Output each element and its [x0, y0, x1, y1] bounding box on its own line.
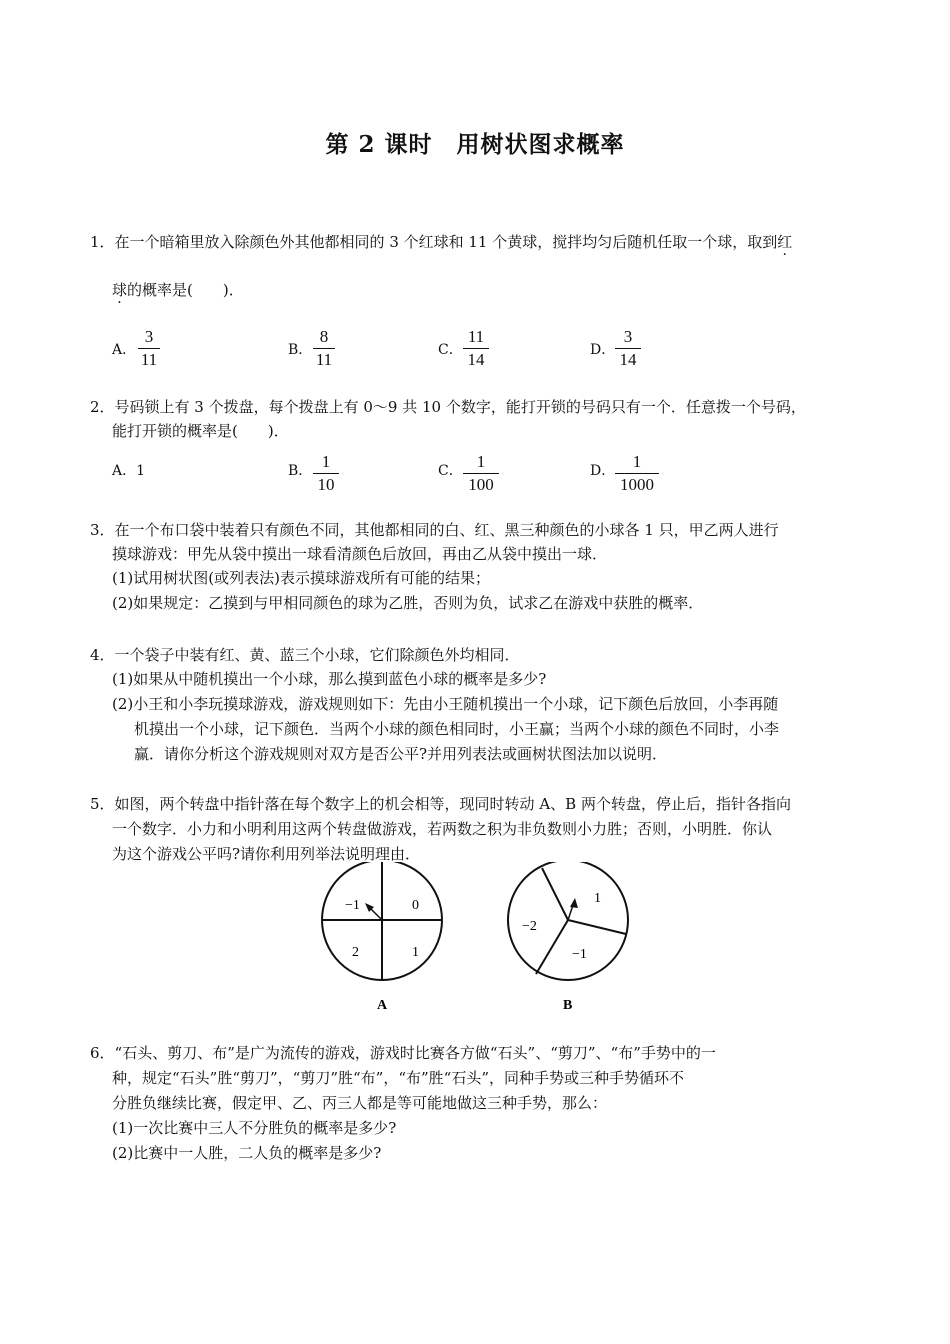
q2-option-b-label: B． — [288, 463, 313, 479]
spinner-b-label: B — [563, 998, 573, 1013]
q1-line2: 球的概率是( )． — [112, 281, 244, 299]
q2-option-c-label: C． — [438, 463, 463, 479]
q2-line2: 能打开锁的概率是( )． — [112, 422, 289, 440]
q1-option-c-fraction: 11 14 — [463, 327, 489, 370]
q3-sub1: (1)试用树状图(或列表法)表示摸球游戏所有可能的结果； — [112, 569, 490, 587]
q2-line1: 2．号码锁上有 3 个拨盘，每个拨盘上有 0～9 共 10 个数字，能打开锁的号码只有一个．任意拨一个号码， — [90, 398, 806, 416]
spinner-b-sector-2: −2 — [522, 919, 537, 934]
q1-option-b-label: B． — [288, 342, 313, 358]
q2-option-d-fraction: 1 1000 — [615, 452, 659, 495]
spinner-a-label: A — [377, 998, 388, 1013]
q4-sub2-line3: 赢．请你分析这个游戏规则对双方是否公平?并用列表法或画树状图法加以说明． — [134, 745, 668, 763]
q6-sub2: (2)比赛中一人胜，二人负的概率是多少? — [112, 1144, 382, 1162]
spinner-a-sector-4: 1 — [412, 945, 419, 960]
q6-line1: 6．“石头、剪刀、布”是广为流传的游戏，游戏时比赛各方做“石头”、“剪刀”、“布”手势中的一 — [90, 1044, 716, 1062]
spinner-a-sector-2: 0 — [412, 898, 419, 913]
spinner-figure — [310, 862, 650, 1022]
spinner-a — [322, 862, 442, 1013]
q4-sub2-line2: 机摸出一个小球，记下颜色．当两个小球的颜色相同时，小王赢；当两个小球的颜色不同时，小李 — [134, 720, 780, 738]
q1-option-a-fraction: 3 11 — [138, 327, 160, 370]
q1-option-b-fraction: 8 11 — [313, 327, 335, 370]
spinner-b-sector-3: −1 — [572, 947, 587, 962]
q2-option-a: A．1 — [112, 463, 146, 479]
q4-sub2-line1: (2)小王和小李玩摸球游戏，游戏规则如下：先由小王随机摸出一个小球，记下颜色后放回，小李再随 — [112, 695, 779, 713]
page-title: 第 2 课时 用树状图求概率 — [325, 131, 625, 158]
q3-line1: 3．在一个布口袋中装着只有颜色不同，其他都相同的白、红、黑三种颜色的小球各 1 只，甲乙两人进行 — [90, 521, 779, 539]
spinner-a-sector-1: −1 — [345, 898, 360, 913]
q4-sub1: (1)如果从中随机摸出一个小球，那么摸到蓝色小球的概率是多少? — [112, 670, 547, 688]
spinner-b — [508, 862, 628, 1013]
q2-option-d-label: D． — [590, 463, 616, 479]
q3-sub2: (2)如果规定：乙摸到与甲相同颜色的球为乙胜，否则为负，试求乙在游戏中获胜的概率． — [112, 594, 704, 612]
q2-option-b-fraction: 1 10 — [313, 452, 339, 495]
q4-line1: 4．一个袋子中装有红、黄、蓝三个小球，它们除颜色外均相同． — [90, 646, 520, 664]
q1-emphasis-red: 红 — [777, 233, 793, 251]
q2-option-c-fraction: 1 100 — [463, 452, 499, 495]
q1-option-a-label: A． — [112, 342, 137, 358]
spinner-a-sector-3: 2 — [352, 945, 359, 960]
q5-line1: 5．如图，两个转盘中指针落在每个数字上的机会相等，现同时转动 A、B 两个转盘，停止后，指针各指向 — [90, 795, 791, 813]
q1-line1: 1．在一个暗箱里放入除颜色外其他都相同的 3 个红球和 11 个黄球，搅拌均匀后随机任取一个球，取到红 — [90, 233, 793, 251]
q5-line2: 一个数字．小力和小明利用这两个转盘做游戏，若两数之积为非负数则小力胜；否则，小明胜．你认 — [112, 820, 773, 838]
q1-option-c-label: C． — [438, 342, 463, 358]
q3-line2: 摸球游戏：甲先从袋中摸出一球看清颜色后放回，再由乙从袋中摸出一球． — [112, 545, 608, 563]
q1-emphasis-ball: 球 — [112, 281, 128, 299]
q5-line3: 为这个游戏公平吗?请你利用列举法说明理由． — [112, 845, 421, 863]
q1-option-d-fraction: 3 14 — [615, 327, 641, 370]
q6-line2: 种，规定“石头”胜“剪刀”，“剪刀”胜“布”，“布”胜“石头”，同种手势或三种手势循环不 — [112, 1069, 685, 1087]
q1-option-d-label: D． — [590, 342, 616, 358]
spinner-b-sector-1: 1 — [594, 891, 601, 906]
q6-sub1: (1)一次比赛中三人不分胜负的概率是多少? — [112, 1119, 397, 1137]
q6-line3: 分胜负继续比赛，假定甲、乙、丙三人都是等可能地做这三种手势，那么： — [112, 1094, 608, 1112]
